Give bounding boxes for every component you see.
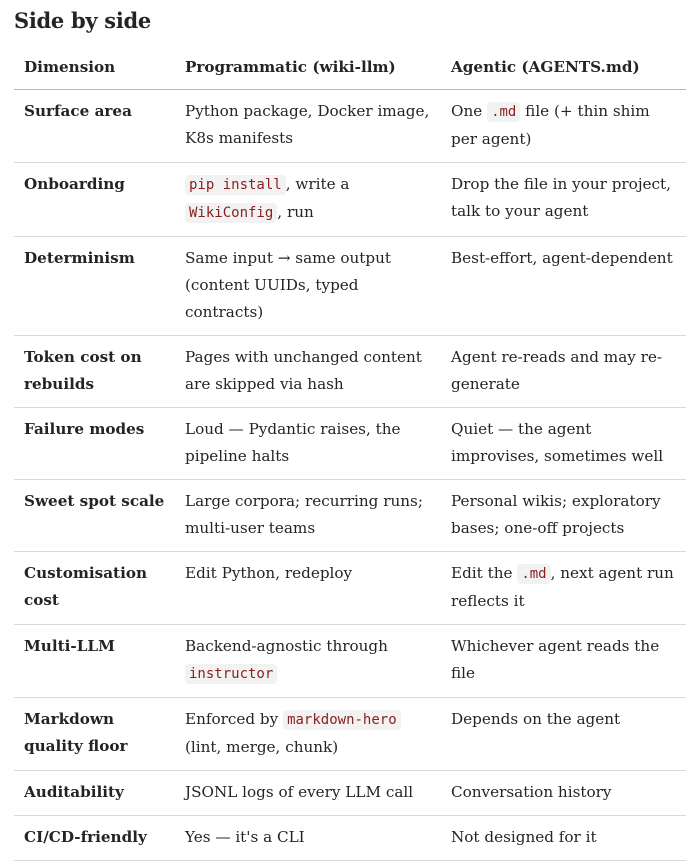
header-row <box>14 46 686 90</box>
cell-agentic <box>441 698 686 771</box>
cell-dimension: Markdown quality floor <box>14 698 175 771</box>
inline-code: .md <box>487 102 520 122</box>
table-row <box>14 816 686 861</box>
cell-text: Loud — Pydantic raises, the pipeline halts <box>185 420 401 465</box>
inline-code: markdown-hero <box>283 710 401 730</box>
cell-text: Edit Python, redeploy <box>185 564 353 582</box>
table-row <box>14 698 686 771</box>
cell-programmatic <box>175 816 441 861</box>
header-dimension: Dimension <box>14 46 175 90</box>
cell-text: (lint, merge, chunk) <box>185 738 339 756</box>
cell-agentic <box>441 336 686 408</box>
cell-agentic <box>441 625 686 698</box>
cell-text: Quiet — the agent improvises, sometimes well <box>451 420 664 465</box>
cell-agentic <box>441 816 686 861</box>
cell-text: , next agent run reflects it <box>451 564 674 610</box>
section-title: Side by side <box>14 8 151 33</box>
cell-programmatic <box>175 237 441 336</box>
cell-programmatic <box>175 698 441 771</box>
cell-programmatic <box>175 480 441 552</box>
cell-dimension: Customisation cost <box>14 552 175 625</box>
cell-dimension: Surface area <box>14 90 175 163</box>
table-row <box>14 552 686 625</box>
cell-text: Personal wikis; exploratory bases; one-off projects <box>451 492 661 537</box>
cell-agentic <box>441 163 686 237</box>
header-programmatic: Programmatic (wiki-llm) <box>175 46 441 90</box>
cell-text: Enforced by <box>185 710 284 728</box>
cell-text: Python package, Docker image, K8s manifests <box>185 102 430 147</box>
table-row <box>14 408 686 480</box>
cell-dimension: Multi-LLM <box>14 625 175 698</box>
cell-programmatic <box>175 625 441 698</box>
cell-text: Backend-agnostic through <box>185 637 388 655</box>
cell-programmatic <box>175 336 441 408</box>
cell-dimension: Sweet spot scale <box>14 480 175 552</box>
cell-text: One <box>451 102 488 120</box>
cell-programmatic <box>175 90 441 163</box>
inline-code: .md <box>517 564 550 584</box>
table-row <box>14 625 686 698</box>
cell-dimension: Failure modes <box>14 408 175 480</box>
cell-text: Best-effort, agent-dependent <box>451 249 673 267</box>
cell-text: JSONL logs of every LLM call <box>185 783 414 801</box>
inline-code: instructor <box>185 664 277 684</box>
cell-text: Pages with unchanged content are skipped via hash <box>185 348 422 393</box>
cell-dimension: Determinism <box>14 237 175 336</box>
cell-text: Drop the file in your project, talk to your agent <box>451 175 671 220</box>
cell-agentic <box>441 90 686 163</box>
cell-programmatic <box>175 163 441 237</box>
cell-text: Edit the <box>451 564 518 582</box>
cell-dimension: Token cost on rebuilds <box>14 336 175 408</box>
table-row <box>14 90 686 163</box>
cell-dimension: Auditability <box>14 771 175 816</box>
cell-programmatic <box>175 408 441 480</box>
cell-agentic <box>441 552 686 625</box>
cell-agentic <box>441 771 686 816</box>
table-row <box>14 336 686 408</box>
cell-programmatic <box>175 771 441 816</box>
header-agentic: Agentic (AGENTS.md) <box>441 46 686 90</box>
inline-code: pip install <box>185 175 286 195</box>
table-header <box>14 46 686 90</box>
cell-text: Large corpora; recurring runs; multi-user teams <box>185 492 423 537</box>
cell-text: file (+ thin shim per agent) <box>451 102 650 148</box>
cell-programmatic <box>175 552 441 625</box>
table-row <box>14 237 686 336</box>
cell-text: , run <box>277 203 314 221</box>
cell-agentic <box>441 237 686 336</box>
cell-text: Same input → same output (content UUIDs, typed contracts) <box>185 249 392 321</box>
inline-code: WikiConfig <box>185 203 277 223</box>
cell-agentic <box>441 480 686 552</box>
table-row <box>14 163 686 237</box>
cell-text: , write a <box>285 175 350 193</box>
cell-text: Depends on the agent <box>451 710 621 728</box>
table-row <box>14 771 686 816</box>
cell-dimension: Onboarding <box>14 163 175 237</box>
cell-text: Yes — it's a CLI <box>185 828 305 846</box>
table-row <box>14 480 686 552</box>
comparison-table <box>14 46 686 861</box>
cell-text: Conversation history <box>451 783 612 801</box>
table-body <box>14 90 686 861</box>
cell-text: Whichever agent reads the file <box>451 637 660 682</box>
cell-text: Agent re-reads and may re-generate <box>451 348 663 393</box>
cell-agentic <box>441 408 686 480</box>
cell-dimension: CI/CD-friendly <box>14 816 175 861</box>
cell-text: Not designed for it <box>451 828 597 846</box>
